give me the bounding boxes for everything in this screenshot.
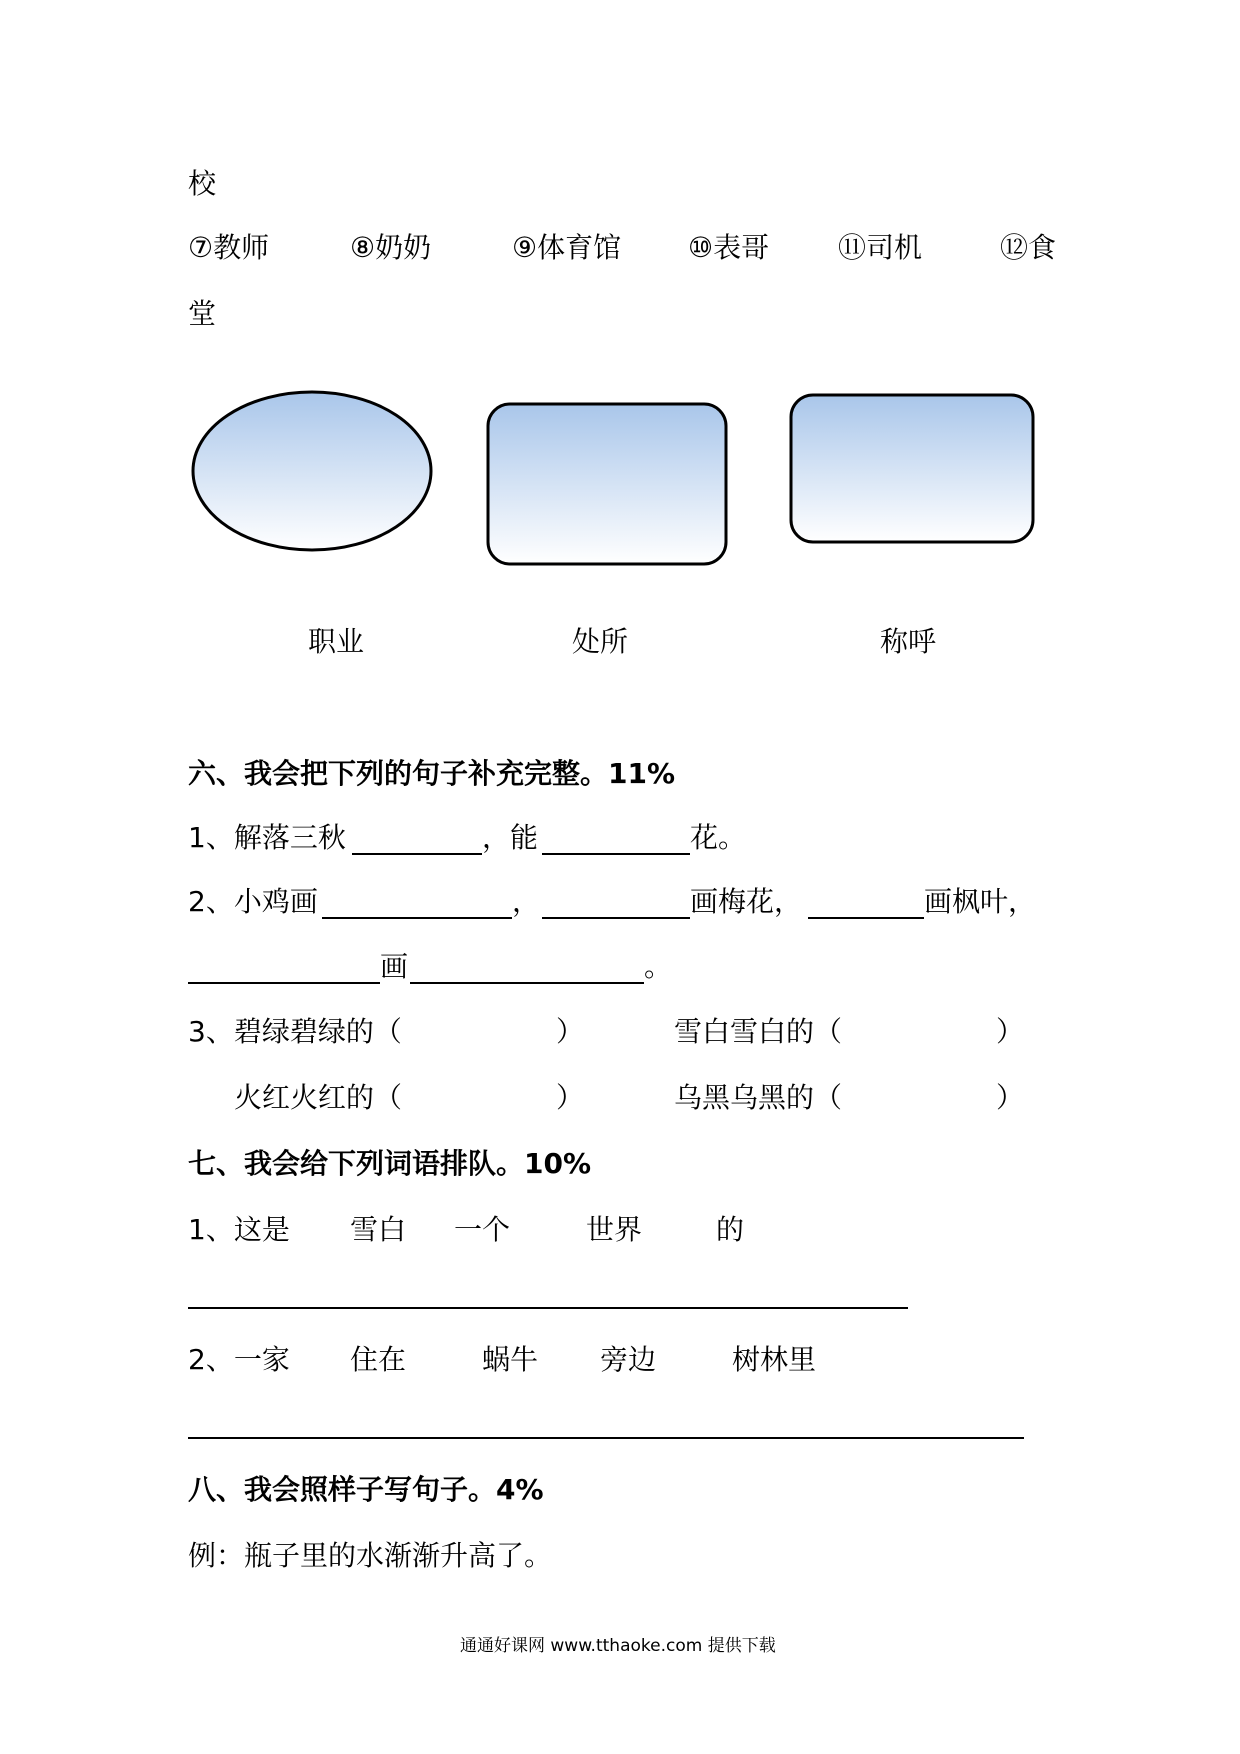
- s7-q1-word: 一个: [454, 1213, 511, 1246]
- q1-blank-2[interactable]: [542, 853, 690, 855]
- s7-q1-word: 雪白: [350, 1213, 407, 1246]
- group-label-occupation: 职业: [308, 625, 365, 658]
- word-item: ⑨体育馆: [512, 231, 622, 264]
- s7-q2-word: 2、一家: [188, 1343, 290, 1376]
- q2-blank-5[interactable]: [410, 982, 644, 984]
- q3-close: ）: [556, 1081, 585, 1114]
- q1-prefix: 1、解落三秋: [188, 821, 346, 854]
- word-item: ⑫食: [1000, 231, 1057, 264]
- q2-blank-2[interactable]: [542, 917, 690, 919]
- q2-comma: ，: [512, 885, 541, 918]
- s7-q1-word: 世界: [586, 1213, 643, 1246]
- word-list-wrap: 堂: [188, 297, 217, 330]
- q2-blank-3[interactable]: [808, 917, 924, 919]
- q3-red: 火红火红的（: [234, 1081, 403, 1114]
- category-shapes: [0, 0, 1240, 620]
- word-item: ⑪司机: [838, 231, 923, 264]
- address-term-rounded-box: [791, 395, 1033, 542]
- section6-title: 六、我会把下列的句子补充完整。11%: [188, 757, 676, 790]
- q2-blank-4[interactable]: [188, 982, 380, 984]
- q3-white: 雪白雪白的（: [674, 1015, 843, 1048]
- q2-draw: 画: [380, 950, 409, 983]
- q3-close: ）: [996, 1015, 1025, 1048]
- q3-black: 乌黑乌黑的（: [674, 1081, 843, 1114]
- q2-maple: 画枫叶，: [924, 885, 1037, 918]
- section8-title: 八、我会照样子写句子。4%: [188, 1473, 544, 1506]
- page-footer: 通通好课网 www.tthaoke.com 提供下载: [460, 1636, 776, 1656]
- s7-q2-answer-line[interactable]: [188, 1437, 1024, 1439]
- q2-prefix: 2、小鸡画: [188, 885, 318, 918]
- s7-q2-word: 住在: [350, 1343, 407, 1376]
- q3-close: ）: [996, 1081, 1025, 1114]
- q2-end: 。: [644, 950, 673, 983]
- q2-plum: 画梅花，: [690, 885, 803, 918]
- s7-q1-word: 的: [716, 1213, 745, 1246]
- s7-q1-answer-line[interactable]: [188, 1307, 908, 1309]
- q1-end: 花。: [690, 821, 747, 854]
- s7-q2-word: 蜗牛: [482, 1343, 539, 1376]
- group-label-place: 处所: [572, 625, 629, 658]
- s7-q2-word: 旁边: [600, 1343, 657, 1376]
- section7-title: 七、我会给下列词语排队。10%: [188, 1147, 592, 1180]
- section8-example: 例：瓶子里的水渐渐升高了。: [188, 1539, 553, 1572]
- q2-blank-1[interactable]: [322, 917, 512, 919]
- word-item: ⑩表哥: [688, 231, 770, 264]
- group-label-address-term: 称呼: [880, 625, 937, 658]
- place-rounded-box: [488, 404, 726, 564]
- q3-close: ）: [556, 1015, 585, 1048]
- word-item: ⑧奶奶: [350, 231, 432, 264]
- s7-q1-word: 1、这是: [188, 1213, 290, 1246]
- q1-blank-1[interactable]: [352, 853, 482, 855]
- q1-mid: ，能: [482, 821, 539, 854]
- occupation-ellipse: [193, 392, 431, 550]
- s7-q2-word: 树林里: [732, 1343, 817, 1376]
- q3-green: 3、碧绿碧绿的（: [188, 1015, 402, 1048]
- word-list-prev-end: 校: [188, 167, 217, 200]
- word-item: ⑦教师: [188, 231, 270, 264]
